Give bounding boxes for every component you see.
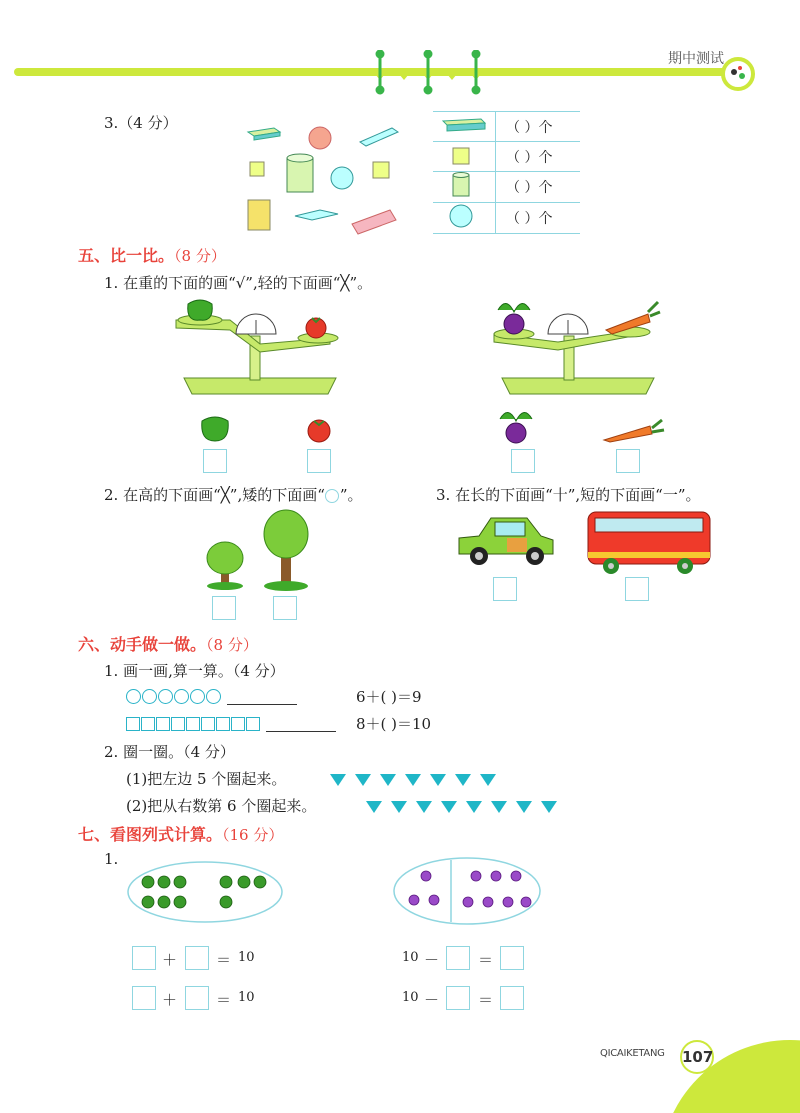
circle-icon [190,689,205,704]
carrot-icon [602,418,666,444]
tall-tree-icon [262,508,310,592]
squares-row [126,713,336,732]
triangle-icon[interactable] [380,774,396,786]
equation-1: 6＋( )＝9 [356,688,422,706]
short-tree-icon [205,538,245,590]
table-row [433,142,580,172]
tomato-icon [304,414,334,444]
bus-icon [585,508,713,576]
triangle-icon[interactable] [491,801,507,813]
section7-title: 七、看图列式计算。（16 分） [78,825,284,844]
triangle-icon[interactable] [355,774,371,786]
cuboid-icon [433,115,489,135]
circle-symbol-icon [325,489,339,503]
car-icon [455,512,557,568]
q3-label: 3.（4 分） [104,114,178,132]
sum-value: 10 [238,990,255,1005]
section5-q3: 3. 在长的下面画“十”,短的下面画“一”。 [436,486,701,504]
count-blank[interactable]: （ ）个 [496,142,581,172]
minus-sign: － [424,951,440,969]
equation-2: 8＋( )＝10 [356,715,432,733]
minuend-value: 10 [402,990,419,1005]
shape-count-table [433,111,580,234]
drawing-blank[interactable] [227,688,297,705]
square-icon [216,717,230,731]
answer-box[interactable] [185,946,209,970]
circle-icon [206,689,221,704]
count-blank[interactable]: （ ）个 [496,112,581,142]
answer-box[interactable] [132,986,156,1010]
footer-arc-decoration [640,1030,800,1113]
triangle-icon[interactable] [516,801,532,813]
section6-q2: 2. 圈一圈。（4 分） [104,743,235,761]
square-icon [246,717,260,731]
equals-sign: ＝ [478,951,494,969]
minus-sign: － [424,991,440,1009]
answer-box[interactable] [132,946,156,970]
equals-sign: ＝ [216,951,232,969]
equals-sign: ＝ [216,991,232,1009]
section6-q2a: (1)把左边 5 个圈起来。 [126,770,287,788]
sum-value: 10 [238,950,255,965]
balance-scale-1-illustration [170,290,350,400]
triangle-icon[interactable] [416,801,432,813]
plus-sign: ＋ [162,951,178,969]
count-blank[interactable]: （ ）个 [496,172,581,203]
square-icon [141,717,155,731]
count-blank[interactable]: （ ）个 [496,203,581,234]
equals-sign: ＝ [478,991,494,1009]
section5-q1: 1. 在重的下面的画“√”,轻的下面画“╳”。 [104,274,373,292]
shape-pile-illustration [240,120,415,240]
square-icon [201,717,215,731]
balance-scale-2-illustration [488,290,668,400]
table-row [433,172,580,203]
square-icon [186,717,200,731]
circle-icon [174,689,189,704]
triangle-icon[interactable] [441,801,457,813]
circle-icon [142,689,157,704]
answer-box[interactable] [212,596,236,620]
triangle-icon[interactable] [480,774,496,786]
logo-badge-icon [720,56,756,92]
triangle-icon[interactable] [455,774,471,786]
triangle-icon[interactable] [391,801,407,813]
pepper-icon [198,413,232,445]
triangle-icon[interactable] [430,774,446,786]
triangle-icon[interactable] [466,801,482,813]
section6-q1: 1. 画一画,算一算。（4 分） [104,662,285,680]
triangle-icon[interactable] [541,801,557,813]
section7-q1: 1. [104,850,119,868]
cylinder-icon [433,172,489,198]
circles-row [126,686,297,705]
drawing-blank[interactable] [266,715,336,732]
square-icon [156,717,170,731]
answer-box[interactable] [500,946,524,970]
frogs-group-illustration [126,860,284,924]
plus-sign: ＋ [162,991,178,1009]
section6-q2b: (2)把从右数第 6 个圈起来。 [126,797,317,815]
triangle-icon[interactable] [366,801,382,813]
section5-q2: 2. 在高的下面画“╳”,矮的下面画“ ”。 [104,486,363,504]
triangle-row-1 [330,771,505,790]
triangle-icon[interactable] [330,774,346,786]
answer-box[interactable] [625,577,649,601]
triangle-row-2 [366,798,566,817]
answer-box[interactable] [273,596,297,620]
footer-brand: QICAIKETANG [600,1048,665,1059]
header-title: 期中测试 [668,51,724,67]
answer-box[interactable] [185,986,209,1010]
circle-icon [126,689,141,704]
answer-box[interactable] [446,986,470,1010]
answer-box[interactable] [500,986,524,1010]
circle-icon [158,689,173,704]
triangle-icon[interactable] [405,774,421,786]
square-icon [171,717,185,731]
minuend-value: 10 [402,950,419,965]
sphere-icon [433,203,489,229]
binder-rings-icon [370,50,490,95]
answer-box[interactable] [493,577,517,601]
answer-box[interactable] [616,449,640,473]
section6-title: 六、动手做一做。（8 分） [78,635,258,654]
answer-box[interactable] [203,449,227,473]
section5-title: 五、比一比。（8 分） [78,246,226,265]
flowers-group-illustration [392,856,542,926]
radish-icon [496,405,536,445]
answer-box[interactable] [446,946,470,970]
square-icon [231,717,245,731]
cube-icon [433,144,489,166]
table-row [433,112,580,142]
answer-box[interactable] [307,449,331,473]
square-icon [126,717,140,731]
page-number: 107 [680,1040,714,1074]
table-row [433,203,580,234]
answer-box[interactable] [511,449,535,473]
